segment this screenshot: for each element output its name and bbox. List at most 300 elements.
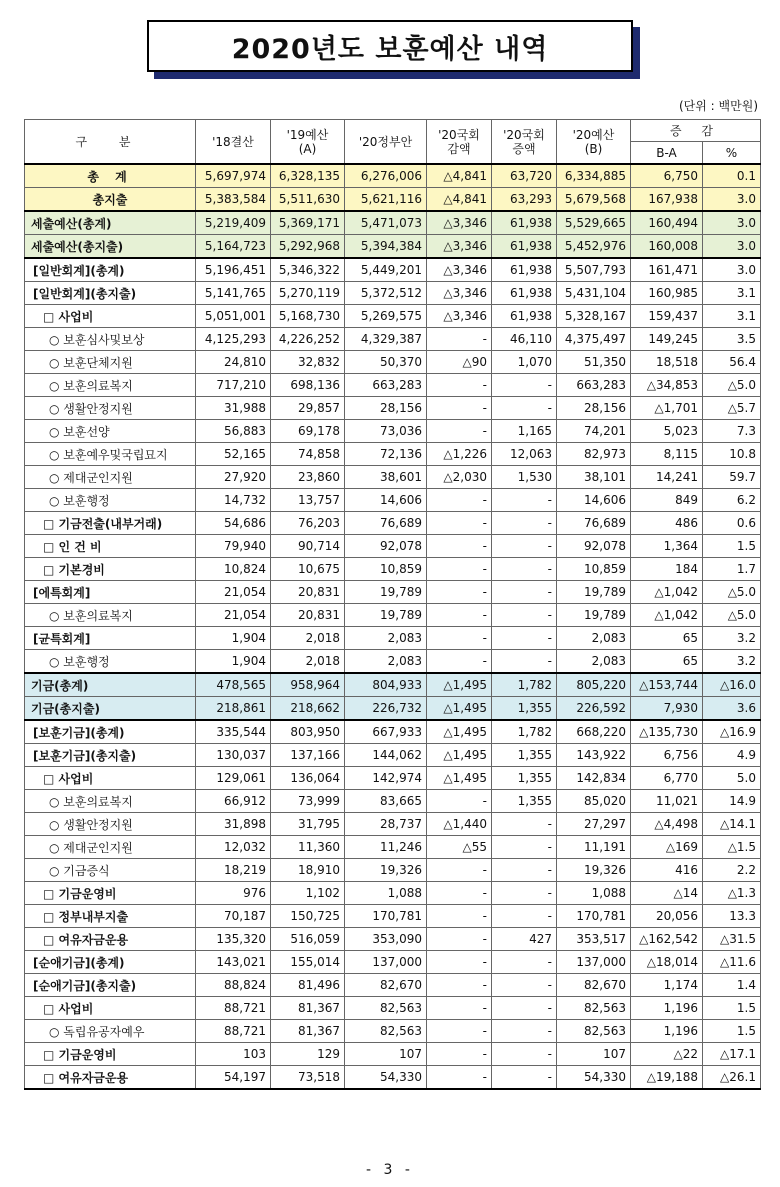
row-value: 10,859 [345, 558, 427, 581]
row-value: 14,732 [196, 489, 271, 512]
table-row [25, 282, 761, 305]
table-row [25, 744, 761, 767]
row-label: ○ 보훈예우및국립묘지 [25, 443, 196, 466]
row-label: □ 기금운영비 [25, 882, 196, 905]
header-col-2: '19예산 (A) [271, 120, 345, 165]
row-value: 65 [631, 627, 703, 650]
row-label: □ 정부내부지출 [25, 905, 196, 928]
header-change-pct: % [703, 142, 761, 165]
table-row [25, 351, 761, 374]
row-value: - [492, 627, 557, 650]
row-value: 150,725 [271, 905, 345, 928]
row-value: 2,083 [345, 627, 427, 650]
row-value: △1,226 [427, 443, 492, 466]
row-label: □ 여유자금운용 [25, 928, 196, 951]
row-value: 20,056 [631, 905, 703, 928]
row-value: △5.0 [703, 374, 761, 397]
row-value: - [492, 882, 557, 905]
row-value: △4,841 [427, 164, 492, 188]
row-value: - [427, 328, 492, 351]
row-value: 11,360 [271, 836, 345, 859]
row-value: 6,756 [631, 744, 703, 767]
table-row [25, 836, 761, 859]
row-value: - [427, 974, 492, 997]
row-value: 130,037 [196, 744, 271, 767]
row-value: 161,471 [631, 258, 703, 282]
row-value: 92,078 [557, 535, 631, 558]
row-value: 516,059 [271, 928, 345, 951]
row-value: - [492, 374, 557, 397]
row-value: 46,110 [492, 328, 557, 351]
table-row [25, 443, 761, 466]
row-value: - [492, 1066, 557, 1090]
header-col-4: '20국회 감액 [427, 120, 492, 165]
row-value: - [427, 905, 492, 928]
row-value: 14,606 [345, 489, 427, 512]
row-value: 69,178 [271, 420, 345, 443]
row-value: 1,088 [345, 882, 427, 905]
row-value: 7.3 [703, 420, 761, 443]
row-value: 5,621,116 [345, 188, 427, 212]
row-value: 5.0 [703, 767, 761, 790]
row-value: 668,220 [557, 720, 631, 744]
row-value: △18,014 [631, 951, 703, 974]
page-title: 2020년도 보훈예산 내역 [147, 20, 633, 72]
row-value: 52,165 [196, 443, 271, 466]
table-row [25, 720, 761, 744]
row-value: 61,938 [492, 305, 557, 328]
table-row [25, 627, 761, 650]
row-value: △5.7 [703, 397, 761, 420]
row-value: 56.4 [703, 351, 761, 374]
row-value: △90 [427, 351, 492, 374]
table-row [25, 420, 761, 443]
row-value: 5,269,575 [345, 305, 427, 328]
row-value: 5,051,001 [196, 305, 271, 328]
row-value: △19,188 [631, 1066, 703, 1090]
row-value: 486 [631, 512, 703, 535]
row-value: 82,973 [557, 443, 631, 466]
row-value: 63,293 [492, 188, 557, 212]
row-label: ○ 보훈행정 [25, 489, 196, 512]
row-value: △34,853 [631, 374, 703, 397]
table-row [25, 767, 761, 790]
row-value: 137,000 [557, 951, 631, 974]
row-value: 28,737 [345, 813, 427, 836]
row-value: 160,008 [631, 235, 703, 259]
row-value: 5,431,104 [557, 282, 631, 305]
row-value: - [427, 374, 492, 397]
row-value: 92,078 [345, 535, 427, 558]
row-value: 32,832 [271, 351, 345, 374]
row-value: △26.1 [703, 1066, 761, 1090]
row-value: 90,714 [271, 535, 345, 558]
row-label: ○ 보훈심사및보상 [25, 328, 196, 351]
row-value: 149,245 [631, 328, 703, 351]
row-value: 5,292,968 [271, 235, 345, 259]
row-value: - [492, 512, 557, 535]
row-value: - [492, 535, 557, 558]
row-value: 218,861 [196, 697, 271, 721]
row-value: 4,375,497 [557, 328, 631, 351]
row-value: 1,904 [196, 627, 271, 650]
row-value: 82,670 [345, 974, 427, 997]
row-value: 13.3 [703, 905, 761, 928]
row-value: 54,330 [557, 1066, 631, 1090]
row-value: - [492, 997, 557, 1020]
row-value: 5,507,793 [557, 258, 631, 282]
row-value: 804,933 [345, 673, 427, 697]
row-value: 73,518 [271, 1066, 345, 1090]
row-value: △1.5 [703, 836, 761, 859]
header-col-1: '18결산 [196, 120, 271, 165]
row-value: 142,974 [345, 767, 427, 790]
row-value: △3,346 [427, 282, 492, 305]
row-value: 103 [196, 1043, 271, 1066]
row-value: 21,054 [196, 604, 271, 627]
row-value: - [427, 1020, 492, 1043]
row-value: 3.1 [703, 282, 761, 305]
table-row [25, 466, 761, 489]
row-label: ○ 생활안정지원 [25, 397, 196, 420]
table-row [25, 604, 761, 627]
row-label: 기금(총계) [25, 673, 196, 697]
row-value: 28,156 [557, 397, 631, 420]
row-value: - [427, 420, 492, 443]
row-value: 155,014 [271, 951, 345, 974]
row-value: 159,437 [631, 305, 703, 328]
header-change-diff: B-A [631, 142, 703, 165]
row-value: 1,196 [631, 1020, 703, 1043]
row-value: 976 [196, 882, 271, 905]
row-value: 38,101 [557, 466, 631, 489]
row-value: 4,125,293 [196, 328, 271, 351]
row-value: 61,938 [492, 258, 557, 282]
row-value: 7,930 [631, 697, 703, 721]
table-row [25, 673, 761, 697]
row-value: - [427, 512, 492, 535]
row-value: - [427, 928, 492, 951]
row-value: 6,276,006 [345, 164, 427, 188]
row-label: ○ 보훈의료복지 [25, 604, 196, 627]
row-value: △3,346 [427, 235, 492, 259]
row-value: 335,544 [196, 720, 271, 744]
row-value: 5,511,630 [271, 188, 345, 212]
row-value: 73,036 [345, 420, 427, 443]
title-banner [147, 20, 633, 72]
page-number: - 3 - [366, 1162, 414, 1178]
row-value: 1,355 [492, 697, 557, 721]
row-value: 61,938 [492, 211, 557, 235]
row-value: 27,920 [196, 466, 271, 489]
row-value: 6,334,885 [557, 164, 631, 188]
row-value: 5,168,730 [271, 305, 345, 328]
row-value: △1,042 [631, 604, 703, 627]
row-value: △1,495 [427, 720, 492, 744]
row-value: 5,697,974 [196, 164, 271, 188]
row-value: 10,824 [196, 558, 271, 581]
row-value: 19,789 [557, 604, 631, 627]
row-value: △4,498 [631, 813, 703, 836]
row-value: △3,346 [427, 305, 492, 328]
row-value: 14,606 [557, 489, 631, 512]
row-value: 88,721 [196, 997, 271, 1020]
row-value: - [492, 650, 557, 674]
row-value: - [492, 836, 557, 859]
row-value: 19,326 [345, 859, 427, 882]
row-value: 0.1 [703, 164, 761, 188]
row-value: 1.5 [703, 535, 761, 558]
row-value: - [427, 790, 492, 813]
table-row [25, 974, 761, 997]
row-value: 143,922 [557, 744, 631, 767]
row-value: 11,246 [345, 836, 427, 859]
row-label: ○ 제대군인지원 [25, 836, 196, 859]
row-value: - [492, 951, 557, 974]
row-value: 1,196 [631, 997, 703, 1020]
row-value: 698,136 [271, 374, 345, 397]
row-value: 11,191 [557, 836, 631, 859]
row-value: 5,328,167 [557, 305, 631, 328]
row-value: 5,141,765 [196, 282, 271, 305]
row-value: 1.5 [703, 997, 761, 1020]
row-value: - [427, 882, 492, 905]
table-row [25, 258, 761, 282]
row-value: 21,054 [196, 581, 271, 604]
row-value: 226,732 [345, 697, 427, 721]
row-label: ○ 제대군인지원 [25, 466, 196, 489]
row-label: 총지출 [25, 188, 196, 212]
table-row [25, 697, 761, 721]
row-value: 4.9 [703, 744, 761, 767]
row-value: △4,841 [427, 188, 492, 212]
row-value: 51,350 [557, 351, 631, 374]
row-value: 137,166 [271, 744, 345, 767]
row-value: △153,744 [631, 673, 703, 697]
row-value: 135,320 [196, 928, 271, 951]
row-value: 803,950 [271, 720, 345, 744]
row-value: 805,220 [557, 673, 631, 697]
row-value: △17.1 [703, 1043, 761, 1066]
row-value: △1,440 [427, 813, 492, 836]
table-row [25, 790, 761, 813]
header-col-3: '20정부안 [345, 120, 427, 165]
row-value: 226,592 [557, 697, 631, 721]
row-value: - [427, 535, 492, 558]
row-value: 667,933 [345, 720, 427, 744]
row-value: △3,346 [427, 258, 492, 282]
row-value: 3.2 [703, 650, 761, 674]
row-label: ○ 생활안정지원 [25, 813, 196, 836]
row-label: ○ 독립유공자예우 [25, 1020, 196, 1043]
row-value: 663,283 [345, 374, 427, 397]
row-value: 5,270,119 [271, 282, 345, 305]
row-value: △31.5 [703, 928, 761, 951]
unit-label: (단위 : 백만원) [679, 99, 758, 113]
row-value: - [492, 397, 557, 420]
row-value: 3.5 [703, 328, 761, 351]
table-row [25, 813, 761, 836]
row-value: 65 [631, 650, 703, 674]
row-value: 56,883 [196, 420, 271, 443]
row-value: 416 [631, 859, 703, 882]
row-value: 2,083 [557, 627, 631, 650]
row-value: △5.0 [703, 604, 761, 627]
row-value: 5,529,665 [557, 211, 631, 235]
row-value: 76,689 [345, 512, 427, 535]
row-value: 3.6 [703, 697, 761, 721]
row-value: 29,857 [271, 397, 345, 420]
row-value: 82,563 [345, 997, 427, 1020]
row-label: [에특회계] [25, 581, 196, 604]
table-row [25, 997, 761, 1020]
row-label: [균특회계] [25, 627, 196, 650]
row-value: 1.5 [703, 1020, 761, 1043]
row-value: 5,394,384 [345, 235, 427, 259]
row-value: △1,042 [631, 581, 703, 604]
row-value: 73,999 [271, 790, 345, 813]
row-value: 63,720 [492, 164, 557, 188]
row-value: 144,062 [345, 744, 427, 767]
table-row [25, 882, 761, 905]
row-value: 160,985 [631, 282, 703, 305]
row-label: ○ 보훈선양 [25, 420, 196, 443]
row-value: - [427, 604, 492, 627]
table-body [25, 164, 761, 1089]
row-value: 958,964 [271, 673, 345, 697]
row-value: 218,662 [271, 697, 345, 721]
row-value: △1,495 [427, 744, 492, 767]
row-value: 20,831 [271, 581, 345, 604]
table-row [25, 905, 761, 928]
table-row [25, 328, 761, 351]
row-value: 129,061 [196, 767, 271, 790]
row-value: 160,494 [631, 211, 703, 235]
row-value: 50,370 [345, 351, 427, 374]
row-value: 81,496 [271, 974, 345, 997]
row-value: 66,912 [196, 790, 271, 813]
row-value: - [427, 397, 492, 420]
row-value: 8,115 [631, 443, 703, 466]
row-value: 54,330 [345, 1066, 427, 1090]
row-value: 5,196,451 [196, 258, 271, 282]
row-label: ○ 보훈의료복지 [25, 790, 196, 813]
row-value: 663,283 [557, 374, 631, 397]
row-value: 1,782 [492, 673, 557, 697]
row-value: - [427, 489, 492, 512]
table-row [25, 1066, 761, 1090]
row-value: - [427, 997, 492, 1020]
row-label: 기금(총지출) [25, 697, 196, 721]
row-value: 19,789 [345, 581, 427, 604]
row-value: 54,686 [196, 512, 271, 535]
budget-table [24, 119, 761, 1090]
row-label: [보훈기금](총계) [25, 720, 196, 744]
row-label: [일반회계](총계) [25, 258, 196, 282]
row-value: 23,860 [271, 466, 345, 489]
row-value: - [427, 627, 492, 650]
row-value: - [427, 581, 492, 604]
row-label: ○ 보훈의료복지 [25, 374, 196, 397]
row-value: - [427, 650, 492, 674]
row-value: 184 [631, 558, 703, 581]
row-value: 142,834 [557, 767, 631, 790]
row-value: 3.0 [703, 258, 761, 282]
row-value: △1,495 [427, 673, 492, 697]
row-value: 2,083 [557, 650, 631, 674]
row-value: 1,355 [492, 790, 557, 813]
row-value: 10.8 [703, 443, 761, 466]
row-value: 59.7 [703, 466, 761, 489]
row-value: 129 [271, 1043, 345, 1066]
row-value: 81,367 [271, 997, 345, 1020]
row-label: □ 기금운영비 [25, 1043, 196, 1066]
row-value: 1,355 [492, 767, 557, 790]
row-value: 427 [492, 928, 557, 951]
row-value: - [492, 558, 557, 581]
table-row [25, 859, 761, 882]
row-value: △2,030 [427, 466, 492, 489]
row-value: 76,689 [557, 512, 631, 535]
table-row [25, 235, 761, 259]
row-value: 1,070 [492, 351, 557, 374]
row-label: [순애기금](총지출) [25, 974, 196, 997]
row-value: 2,083 [345, 650, 427, 674]
row-value: 5,164,723 [196, 235, 271, 259]
row-value: 1.4 [703, 974, 761, 997]
row-value: 5,372,512 [345, 282, 427, 305]
row-value: 88,824 [196, 974, 271, 997]
row-value: 5,449,201 [345, 258, 427, 282]
row-value: 10,675 [271, 558, 345, 581]
row-value: 5,471,073 [345, 211, 427, 235]
row-value: 31,795 [271, 813, 345, 836]
table-row [25, 305, 761, 328]
row-value: 82,670 [557, 974, 631, 997]
row-value: - [427, 951, 492, 974]
row-label: ○ 보훈단체지원 [25, 351, 196, 374]
table-header [25, 120, 761, 165]
table-row [25, 512, 761, 535]
row-value: 1,088 [557, 882, 631, 905]
row-value: - [492, 974, 557, 997]
row-value: △1,495 [427, 697, 492, 721]
row-value: 10,859 [557, 558, 631, 581]
row-value: 61,938 [492, 282, 557, 305]
row-value: 81,367 [271, 1020, 345, 1043]
row-value: 61,938 [492, 235, 557, 259]
row-value: 83,665 [345, 790, 427, 813]
row-value: 18,518 [631, 351, 703, 374]
row-value: 5,346,322 [271, 258, 345, 282]
row-value: 74,201 [557, 420, 631, 443]
row-value: 5,023 [631, 420, 703, 443]
row-value: 1,165 [492, 420, 557, 443]
row-value: △14.1 [703, 813, 761, 836]
row-value: 170,781 [557, 905, 631, 928]
row-value: 1.7 [703, 558, 761, 581]
row-value: 24,810 [196, 351, 271, 374]
row-label: 세출예산(총계) [25, 211, 196, 235]
table-row [25, 558, 761, 581]
table-row [25, 581, 761, 604]
row-value: △5.0 [703, 581, 761, 604]
row-value: 5,679,568 [557, 188, 631, 212]
row-label: □ 사업비 [25, 767, 196, 790]
header-col-5: '20국회 증액 [492, 120, 557, 165]
row-label: ○ 기금증식 [25, 859, 196, 882]
row-label: □ 사업비 [25, 305, 196, 328]
